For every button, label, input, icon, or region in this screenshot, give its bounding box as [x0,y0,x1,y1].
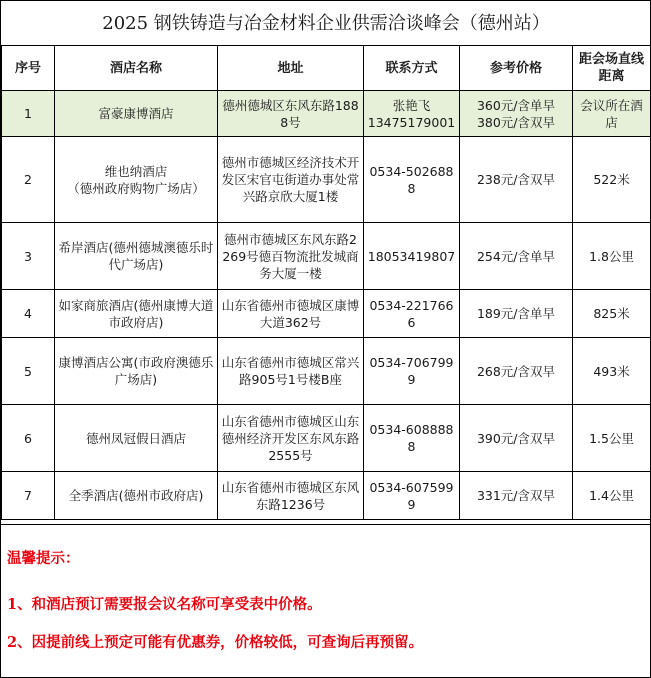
table-row [2,137,651,223]
table-row [2,338,651,405]
contact-person: 张艳飞 [392,97,431,113]
hotel-name [55,137,218,223]
table-row [2,223,651,290]
hotel-distance: 493米 [573,338,651,405]
table-row [2,405,651,472]
hotel-name-main: 维也纳酒店 [104,163,168,179]
col-header-distance: 距会场直线距离 [573,46,651,91]
hotel-distance: 1.8公里 [573,223,651,290]
hotel-table [1,1,651,520]
price-double: 380元/含双早 [476,114,556,130]
hotel-name-branch: （德州政府购物广场店） [67,180,205,196]
hotel-name: 富豪康博酒店 [55,91,218,137]
hotel-address: 德州市德城区东风东路2269号德百物流批发城商务大厦一楼 [218,223,364,290]
row-seq: 1 [2,91,55,137]
tip-line-2: 2、因提前线上预定可能有优惠券，价格较低，可查询后再预留。 [7,634,424,651]
hotel-name: 德州凤冠假日酒店 [55,405,218,472]
row-seq: 3 [2,223,55,290]
row-seq: 5 [2,338,55,405]
page-title: 2025 钢铁铸造与冶金材料企业供需洽谈峰会（德州站） [2,1,651,46]
col-header-price: 参考价格 [460,46,573,91]
col-header-address: 地址 [218,46,364,91]
hotel-price: 268元/含双早 [460,338,573,405]
hotel-address: 山东省德州市德城区东风东路1236号 [218,472,364,520]
hotel-contact: 0534-6088888 [364,405,460,472]
hotel-distance: 522米 [573,137,651,223]
price-single: 360元/含单早 [476,97,556,113]
col-header-contact: 联系方式 [364,46,460,91]
hotel-distance: 1.4公里 [573,472,651,520]
col-header-name: 酒店名称 [55,46,218,91]
hotel-contact: 0534-2217666 [364,290,460,338]
contact-phone: 13475179001 [367,114,456,130]
hotel-distance: 1.5公里 [573,405,651,472]
hotel-contact: 0534-6075999 [364,472,460,520]
hotel-contact: 18053419807 [364,223,460,290]
hotel-price: 390元/含双早 [460,405,573,472]
hotel-address: 德州市德城区经济技术开发区宋官屯街道办事处常兴路京欣大厦1楼 [218,137,364,223]
tips-title: 温馨提示： [7,550,80,567]
hotel-price [460,91,573,137]
hotel-address: 山东省德州市德城区山东德州经济开发区东风东路2555号 [218,405,364,472]
hotel-contact: 0534-5026888 [364,137,460,223]
hotel-name: 如家商旅酒店(德州康博大道市政府店) [55,290,218,338]
row-seq: 6 [2,405,55,472]
hotel-contact: 0534-7067999 [364,338,460,405]
table-row [2,91,651,137]
hotel-price: 238元/含双早 [460,137,573,223]
row-seq: 2 [2,137,55,223]
table-row [2,290,651,338]
tips-section [1,524,650,678]
table-row [2,472,651,520]
hotel-distance: 825米 [573,290,651,338]
hotel-address: 山东省德州市德城区常兴路905号1号楼B座 [218,338,364,405]
hotel-contact [364,91,460,137]
hotel-name: 希岸酒店(德州德城澳德乐时代广场店) [55,223,218,290]
hotel-name: 康博酒店公寓(市政府澳德乐广场店) [55,338,218,405]
row-seq: 4 [2,290,55,338]
hotel-price: 331元/含双早 [460,472,573,520]
row-seq: 7 [2,472,55,520]
hotel-address: 德州德城区东风东路1888号 [218,91,364,137]
hotel-distance: 会议所在酒店 [573,91,651,137]
tip-line-1: 1、和酒店预订需要报会议名称可享受表中价格。 [7,596,322,613]
hotel-price: 254元/含单早 [460,223,573,290]
hotel-name: 全季酒店(德州市政府店) [55,472,218,520]
hotel-address: 山东省德州市德城区康博大道362号 [218,290,364,338]
hotel-price: 189元/含单早 [460,290,573,338]
col-header-seq: 序号 [2,46,55,91]
